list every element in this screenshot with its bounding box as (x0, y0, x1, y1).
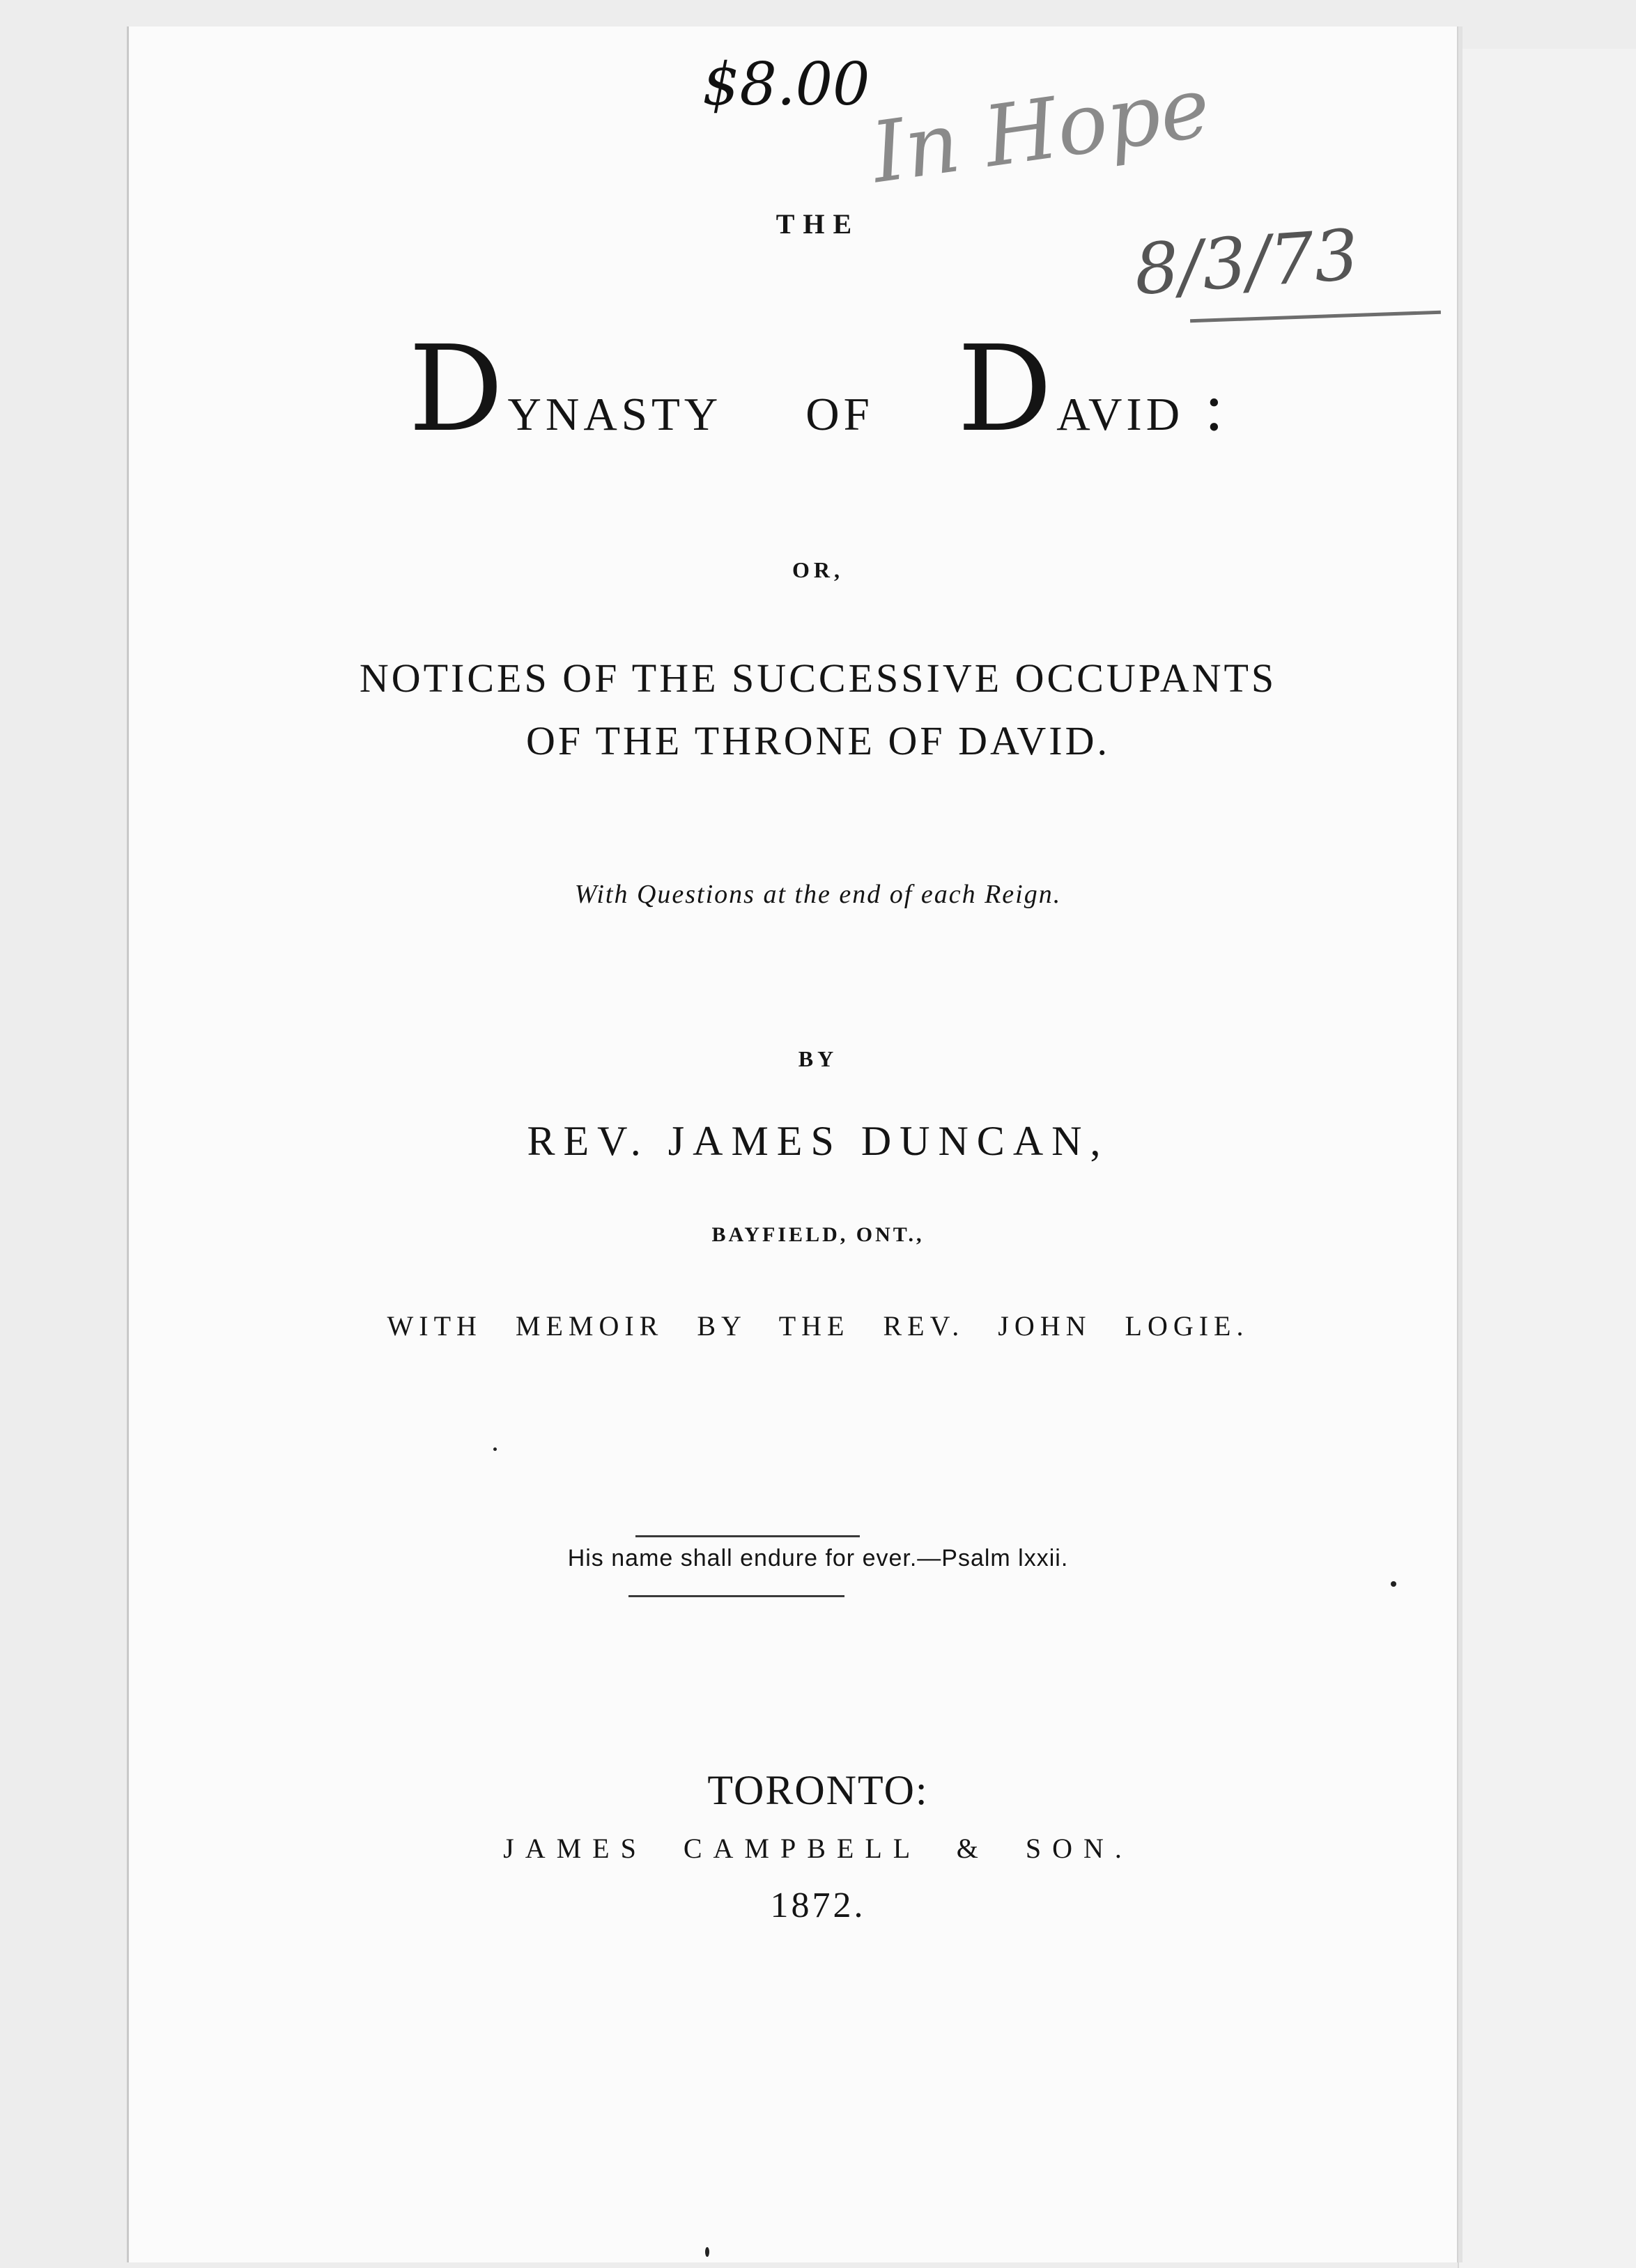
by-label: BY (798, 1046, 838, 1071)
publisher-city: TORONTO: (707, 1767, 929, 1813)
title-word-david: avid (1056, 370, 1184, 444)
title-colon: : (1205, 370, 1228, 444)
subtitle-line-2: OF THE THRONE OF DAVID. (525, 718, 1110, 763)
publisher-name: JAMES CAMPBELL & SON. (503, 1833, 1133, 1864)
title-word-of: of (805, 370, 874, 444)
author-name: REV. JAMES DUNCAN, (527, 1118, 1109, 1164)
title-word-dynasty: ynasty (507, 370, 723, 444)
handwritten-date: 8/3/73 (1132, 213, 1361, 311)
title-or: OR, (792, 557, 844, 582)
publication-year: 1872. (770, 1886, 866, 1925)
book-title (0, 320, 1636, 458)
subtitle-line-1: NOTICES OF THE SUCCESSIVE OCCUPANTS (359, 655, 1277, 701)
handwritten-signature: In Hope (865, 59, 1216, 203)
paper-speck (1391, 1581, 1396, 1587)
title-initial-d: D (408, 320, 508, 458)
paper-speck (705, 2247, 709, 2257)
epigraph-rule-top (635, 1535, 860, 1537)
handwritten-price: $8.00 (702, 50, 870, 118)
author-place: BAYFIELD, ONT., (711, 1223, 925, 1246)
questions-note: With Questions at the end of each Reign. (574, 880, 1062, 909)
title-initial-d-2: D (957, 320, 1057, 458)
title-article: THE (775, 208, 861, 240)
paper-speck (493, 1447, 497, 1451)
epigraph-rule-bottom (628, 1595, 844, 1597)
epigraph: His name shall endure for ever.—Psalm lxxii. (567, 1545, 1069, 1571)
memoir-credit: WITH MEMOIR BY THE REV. JOHN LOGIE. (387, 1310, 1249, 1342)
